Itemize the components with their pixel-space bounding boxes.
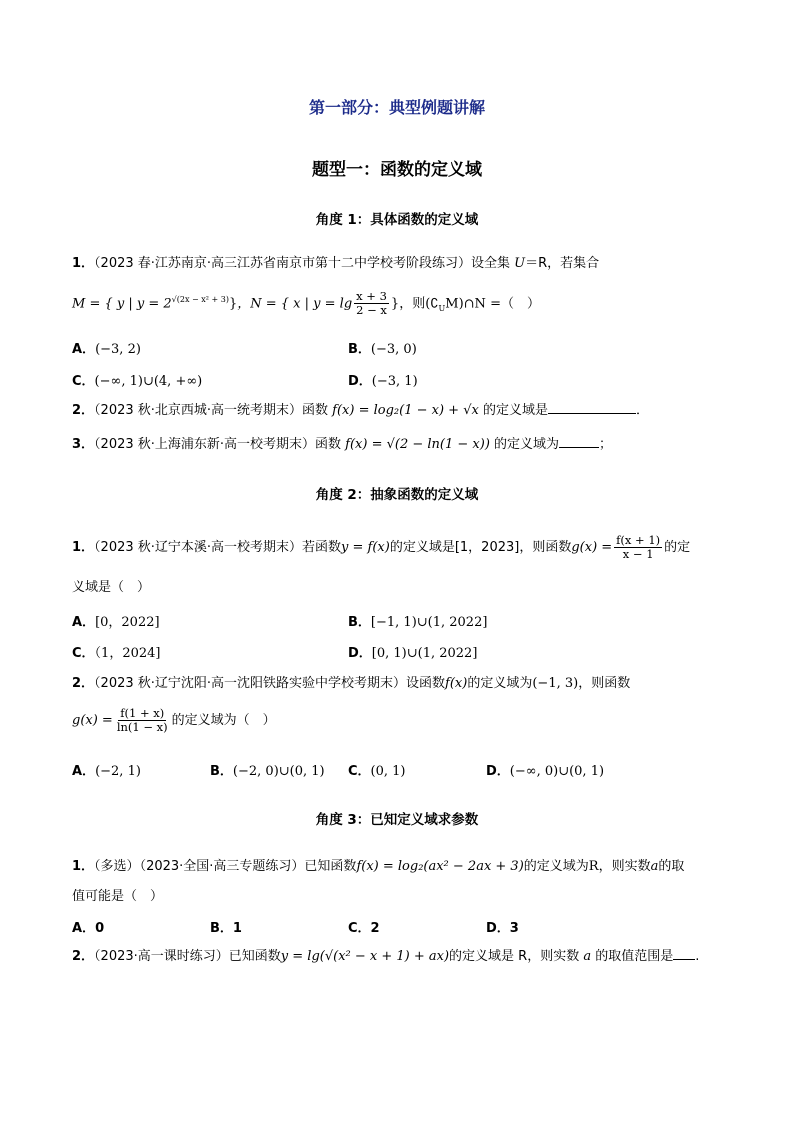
angle1-q3 [72,436,612,454]
question-ask: M)∩N =（ ） [445,296,540,312]
option-label: B． [210,921,233,936]
question-number: 1． [72,859,95,874]
angle3-q2 [72,948,699,966]
formula: y = f(x) [341,540,390,555]
option-value: (−2, 1) [95,764,141,779]
math-text: ，则(∁ [399,296,439,312]
option-label: C． [348,921,371,936]
question-number: 1． [72,256,95,271]
option-a[interactable] [72,917,104,936]
option-label: B． [348,342,371,357]
option-label: A． [72,342,96,357]
question-stem: ，则实数 [598,859,651,874]
part-title: 第一部分：典型例题讲解 [308,98,485,117]
option-value: 1 [232,921,242,936]
option-label: C． [72,374,95,389]
math-var: a [650,859,659,874]
option-d[interactable] [348,370,418,389]
fraction-denominator: ln(1 − x) [116,720,168,734]
punctuation: . [695,949,700,964]
option-value: 2 [370,921,380,936]
option-label: A． [72,764,96,779]
option-d[interactable] [486,760,604,779]
fraction-denominator: 2 − x [356,303,387,318]
question-source: （2023 秋·北京西城·高一统考期末） [94,403,303,418]
question-source: （2023·全国·高三专题练习） [139,859,305,874]
question-source: （2023 春·江苏南京·高三江苏省南京市第十二中学校考阶段练习） [94,256,472,271]
math-text: } [228,296,238,312]
type-title: 题型一：函数的定义域 [312,160,482,180]
angle2-q2-line1 [72,675,630,693]
answer-blank[interactable] [673,959,695,960]
option-value: (−2, 0)∪(0, 1) [232,764,325,779]
option-value: [−1, 1)∪(1, 2022] [370,615,488,630]
question-source: （2023 秋·辽宁沈阳·高一沈阳铁路实验中学校考期末） [94,676,407,691]
option-c[interactable] [72,642,160,661]
answer-blank[interactable] [548,413,636,414]
fraction-denominator: x − 1 [622,547,654,561]
formula: f(x) [445,676,468,691]
option-label: D． [486,764,510,779]
option-value: (−3, 0) [370,342,417,357]
answer-blank[interactable] [559,447,599,448]
formula: f(x) = log₂(ax² − 2ax + 3) [356,859,524,874]
punctuation: ． [635,403,649,418]
set-N: ，N = { x | y = lg [237,296,353,312]
question-stem: 设全集 [471,256,515,271]
formula: f(x) = log₂(1 − x) + √x [332,403,479,418]
g-fraction [614,534,662,561]
question-stem: 的定义域是 [478,403,548,418]
question-stem: 的定义域为 [467,676,533,691]
option-value: 0 [95,921,105,936]
option-a[interactable] [72,338,141,357]
question-stem: 的定义域是 R，则实数 [449,949,584,964]
question-stem: 的取 [658,859,685,874]
angle1-title: 角度 1：具体函数的定义域 [315,212,479,228]
question-number: 1． [72,540,95,555]
multi-select-tag: （多选） [94,859,140,874]
option-value: 3 [509,921,519,936]
formula: g(x) = [571,540,613,555]
question-stem: 的取值范围是 [591,949,674,964]
question-stem: 的定义域为 [489,437,560,452]
formula: (−1, 3) [532,676,579,691]
question-stem: ，则函数 [578,676,631,691]
option-label: C． [72,646,95,661]
set-N-fraction [354,290,389,317]
option-label: A． [72,615,96,630]
math-text: U [438,303,446,313]
option-c[interactable] [72,370,202,389]
question-stem: 已知函数 [304,859,357,874]
option-label: B． [348,615,371,630]
option-a[interactable] [72,760,141,779]
formula: g(x) = [72,713,113,728]
question-stem: ＝R，若集合 [525,256,600,271]
question-number: 2． [72,403,95,418]
formula: y = lg(√(x² − x + 1) + ax) [280,949,450,964]
angle1-q1-line2 [72,285,540,324]
question-stem: 的定义域为（ ） [171,713,276,728]
question-stem: 的定义域是[1，2023]，则函数 [389,540,572,555]
option-value: （1，2024] [94,646,161,661]
option-value: (−∞, 1)∪(4, +∞) [94,374,203,389]
option-a[interactable] [72,611,160,630]
option-label: C． [348,764,371,779]
question-source: （2023 秋·辽宁本溪·高一校考期末） [94,540,303,555]
math-var: U [514,256,526,271]
option-value: (−3, 2) [95,342,141,357]
g-fraction [115,707,170,734]
angle2-q1-line2: 义域是（ ） [72,580,151,595]
question-number: 2． [72,676,95,691]
option-label: A． [72,921,96,936]
math-var: a [583,949,592,964]
angle3-q1-line2: 值可能是（ ） [72,889,164,904]
question-stem: 函数 [315,437,346,452]
angle2-q1-line1 [72,533,690,563]
option-b[interactable] [210,917,242,936]
question-stem: 的定 [664,540,691,555]
angle3-q1-line1 [72,858,684,876]
fraction-numerator: x + 3 [356,289,387,304]
option-label: D． [348,646,372,661]
question-stem: 设函数 [406,676,446,691]
question-source: （2023 秋·上海浦东新·高一校考期末） [94,437,316,452]
punctuation: ； [599,437,613,452]
angle2-q2-line2 [72,704,276,738]
question-stem: 函数 [302,403,333,418]
math-var: R [588,859,599,874]
question-source: （2023·高一课时练习） [94,949,229,964]
set-M: M = { y | y = 2 [72,296,172,312]
option-c[interactable] [348,760,406,779]
angle1-q2 [72,402,649,420]
option-b[interactable] [348,338,417,357]
option-value: (−3, 1) [371,374,418,389]
option-c[interactable] [348,917,380,936]
question-number: 2． [72,949,95,964]
fraction-numerator: f(x + 1) [616,533,661,547]
option-value: (0, 1) [370,764,406,779]
angle3-title: 角度 3：已知定义域求参数 [315,812,479,828]
question-stem: 已知函数 [228,949,281,964]
option-d[interactable] [486,917,519,936]
set-M-exponent: √(2x − x² + 3) [171,295,229,304]
option-value: [0，2022] [95,615,160,630]
option-label: D． [486,921,510,936]
option-b[interactable] [348,611,487,630]
option-d[interactable] [348,642,477,661]
option-value: [0, 1)∪(1, 2022] [371,646,478,661]
option-b[interactable] [210,760,325,779]
question-stem: 的定义域为 [523,859,589,874]
option-label: D． [348,374,372,389]
angle2-title: 角度 2：抽象函数的定义域 [315,487,479,503]
question-stem: 若函数 [302,540,342,555]
math-text: } [390,296,400,312]
formula: f(x) = √(2 − ln(1 − x)) [345,437,490,452]
option-label: B． [210,764,233,779]
angle1-q1-line1 [72,255,599,273]
fraction-numerator: f(1 + x) [120,706,165,720]
option-value: (−∞, 0)∪(0, 1) [509,764,605,779]
question-number: 3． [72,437,95,452]
